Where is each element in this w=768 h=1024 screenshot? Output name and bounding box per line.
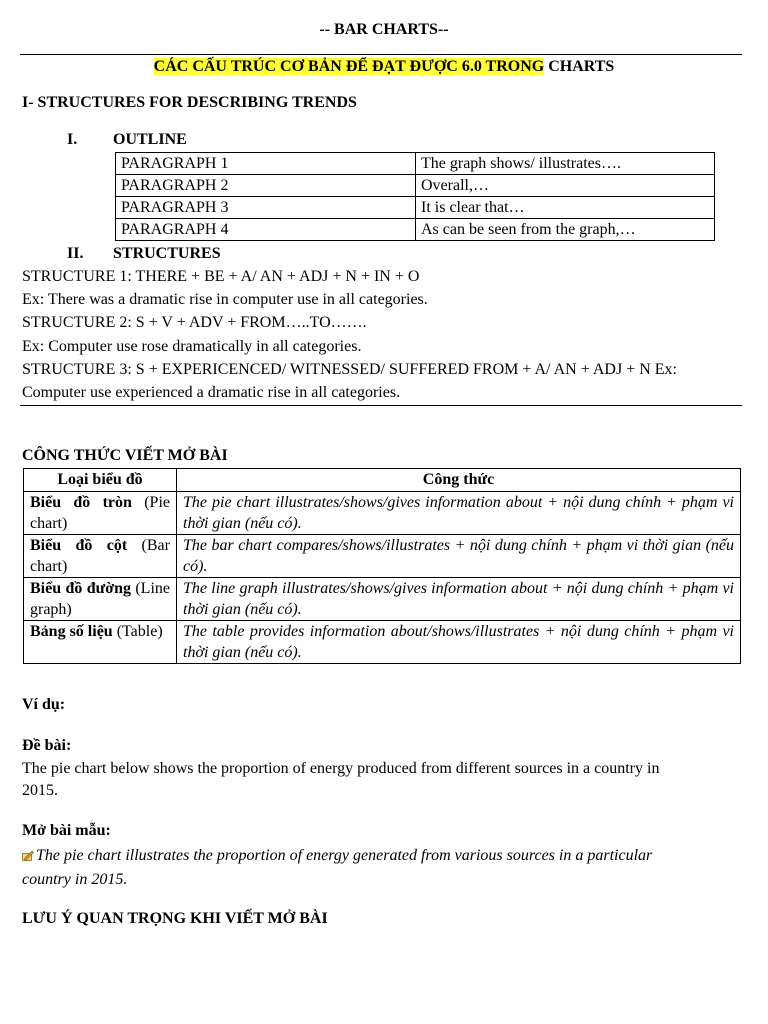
formula-cell: The bar chart compares/shows/illustrates + nội dung chính + phạm vi thời gian (nếu có). (177, 535, 741, 578)
formula-table (23, 468, 741, 664)
phrase-cell: It is clear that… (416, 197, 715, 219)
table-row (116, 175, 715, 197)
table-row (116, 197, 715, 219)
subtitle-highlight: CÁC CẤU TRÚC CƠ BẢN ĐỂ ĐẠT ĐƯỢC 6.0 TRONG (153, 58, 545, 75)
structure-line: Ex: Computer use rose dramatically in all categories. (22, 338, 362, 355)
sample-label: Mở bài mẫu: (22, 822, 111, 839)
column-header-formula: Công thức (177, 469, 741, 492)
table-row (24, 492, 741, 535)
formula-cell: The line graph illustrates/shows/gives information about + nội dung chính + phạm vi thời gian (nếu có). (177, 578, 741, 621)
chart-type-english: (Bar chart) (30, 537, 170, 575)
chart-type-cell (24, 621, 177, 664)
pencil-note-icon (22, 846, 34, 858)
chart-type-english: (Table) (112, 623, 163, 640)
chart-type-cell (24, 492, 177, 535)
structure-line: Computer use experienced a dramatic rise in all categories. (22, 384, 401, 401)
formula-cell: The table provides information about/shows/illustrates + nội dung chính + phạm vi thời gian (nếu có). (177, 621, 741, 664)
chart-type-english: (Pie chart) (30, 494, 171, 532)
example-label: Ví dụ: (22, 696, 66, 713)
structure-line: Ex: There was a dramatic rise in computer use in all categories. (22, 291, 428, 308)
table-row (24, 535, 741, 578)
prompt-text: 2015. (22, 782, 58, 799)
title-divider (20, 54, 742, 55)
sample-text-line: The pie chart illustrates the proportion of energy generated from various sources in a particular (36, 847, 653, 864)
chart-type-name: Bảng số liệu (30, 623, 113, 640)
phrase-cell: As can be seen from the graph,… (416, 219, 715, 241)
paragraph-cell: PARAGRAPH 3 (116, 197, 416, 219)
phrase-cell: The graph shows/ illustrates…. (416, 153, 715, 175)
formula-heading: CÔNG THỨC VIẾT MỞ BÀI (22, 447, 228, 464)
structures-number: II. (67, 245, 84, 262)
outline-number: I. (67, 131, 78, 148)
structure-line: STRUCTURE 1: THERE + BE + A/ AN + ADJ + N + IN + O (22, 268, 420, 285)
outline-table (115, 152, 715, 241)
prompt-label: Đề bài: (22, 737, 72, 754)
chart-type-name: Biểu đồ đường (30, 580, 131, 597)
outline-heading: OUTLINE (113, 131, 187, 148)
phrase-cell: Overall,… (416, 175, 715, 197)
chart-type-name: Biểu đồ cột (30, 537, 128, 554)
structure-line: STRUCTURE 2: S + V + ADV + FROM…..TO……. (22, 314, 367, 331)
chart-type-cell (24, 535, 177, 578)
subtitle-rest: CHARTS (544, 58, 615, 75)
chart-type-english: (Line graph) (30, 580, 170, 618)
section-heading-structures: I- STRUCTURES FOR DESCRIBING TRENDS (22, 94, 357, 111)
table-row (116, 153, 715, 175)
chart-type-name: Biểu đồ tròn (30, 494, 132, 511)
doc-title: -- BAR CHARTS-- (319, 21, 449, 38)
paragraph-cell: PARAGRAPH 1 (116, 153, 416, 175)
column-header-type: Loại biểu đồ (24, 469, 177, 492)
paragraph-cell: PARAGRAPH 4 (116, 219, 416, 241)
table-row (116, 219, 715, 241)
structure-line: STRUCTURE 3: S + EXPERICENCED/ WITNESSED/ SUFFERED FROM + A/ AN + ADJ + N Ex: (22, 361, 677, 378)
table-header-row (24, 469, 741, 492)
chart-type-cell (24, 578, 177, 621)
formula-cell: The pie chart illustrates/shows/gives information about + nội dung chính + phạm vi thời gian (nếu có). (177, 492, 741, 535)
table-row (24, 578, 741, 621)
note-heading: LƯU Ý QUAN TRỌNG KHI VIẾT MỞ BÀI (22, 910, 328, 927)
sample-text (22, 845, 652, 867)
structures-heading: STRUCTURES (113, 245, 221, 262)
table-row (24, 621, 741, 664)
prompt-text: The pie chart below shows the proportion of energy produced from different sources in a country in (22, 760, 660, 777)
paragraph-cell: PARAGRAPH 2 (116, 175, 416, 197)
doc-subtitle (0, 56, 768, 78)
section-divider (20, 405, 742, 406)
sample-text: country in 2015. (22, 871, 128, 888)
